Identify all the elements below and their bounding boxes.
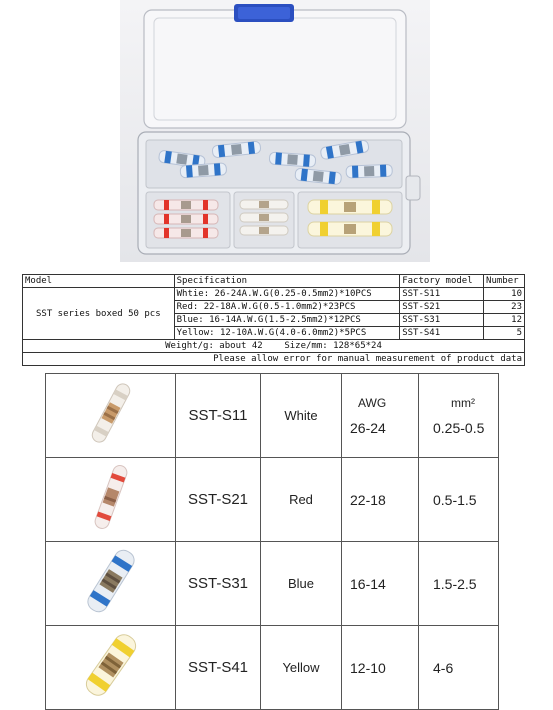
product-image-cell <box>46 626 176 710</box>
connector-image <box>76 375 146 451</box>
number-cell: 23 <box>484 301 525 314</box>
mm-value: 4-6 <box>419 626 499 710</box>
product-color: White <box>261 374 342 458</box>
spec-header-model: Model <box>23 275 175 288</box>
spec-cell: Whtie: 26-24A.W.G(0.25-0.5mm2)*10PCS <box>174 288 400 301</box>
mm-value: 0.5-1.5 <box>419 458 499 542</box>
spec-model-name: SST series boxed 50 pcs <box>23 288 175 340</box>
spec-cell: Yellow: 12-10A.W.G(4.0-6.0mm2)*5PCS <box>174 327 400 340</box>
spec-note-row <box>23 353 525 366</box>
red-connectors <box>154 200 218 238</box>
product-model: SST-S11 <box>176 374 261 458</box>
awg-value: 22-18 <box>342 458 419 542</box>
mm-value: 0.25-0.5 <box>433 419 485 436</box>
spec-cell: Red: 22-18A.W.G(0.5-1.0mm2)*23PCS <box>174 301 400 314</box>
number-cell: 10 <box>484 288 525 301</box>
weight-size-cell: Weight/g: about 42 Size/mm: 128*65*24 <box>23 340 525 353</box>
connector-image <box>76 459 146 535</box>
spec-table <box>22 274 525 366</box>
mm-header: mm² <box>451 395 475 410</box>
product-row <box>46 458 499 542</box>
awg-cell <box>342 374 419 458</box>
product-row <box>46 626 499 710</box>
spec-cell: Blue: 16-14A.W.G(1.5-2.5mm2)*12PCS <box>174 314 400 327</box>
spec-header-factory-model: Factory model <box>400 275 484 288</box>
product-model: SST-S41 <box>176 626 261 710</box>
product-image-cell <box>46 542 176 626</box>
factory-model-cell: SST-S11 <box>400 288 484 301</box>
measurement-note-cell: Please allow error for manual measurement of product data <box>23 353 525 366</box>
number-cell: 12 <box>484 314 525 327</box>
awg-value: 26-24 <box>350 419 386 436</box>
factory-model-cell: SST-S21 <box>400 301 484 314</box>
factory-model-cell: SST-S31 <box>400 314 484 327</box>
white-connectors <box>240 200 288 235</box>
mm-value: 1.5-2.5 <box>419 542 499 626</box>
number-cell: 5 <box>484 327 525 340</box>
awg-header: AWG <box>358 395 387 410</box>
product-color: Red <box>261 458 342 542</box>
connector-image <box>76 543 146 619</box>
factory-model-cell: SST-S41 <box>400 327 484 340</box>
spec-weight-row <box>23 340 525 353</box>
product-image-cell <box>46 374 176 458</box>
product-table <box>45 373 499 710</box>
product-color: Blue <box>261 542 342 626</box>
mm-cell <box>419 374 499 458</box>
product-row <box>46 374 499 458</box>
awg-value: 12-10 <box>342 626 419 710</box>
awg-value: 16-14 <box>342 542 419 626</box>
spec-header-specification: Specification <box>174 275 400 288</box>
spec-row <box>23 288 525 301</box>
product-color: Yellow <box>261 626 342 710</box>
product-model: SST-S31 <box>176 542 261 626</box>
product-image-cell <box>46 458 176 542</box>
product-row <box>46 542 499 626</box>
box-lid <box>144 4 406 128</box>
product-model: SST-S21 <box>176 458 261 542</box>
connector-image <box>76 627 146 703</box>
spec-header-number: Number <box>484 275 525 288</box>
product-photo <box>120 0 430 262</box>
spec-header-row <box>23 275 525 288</box>
